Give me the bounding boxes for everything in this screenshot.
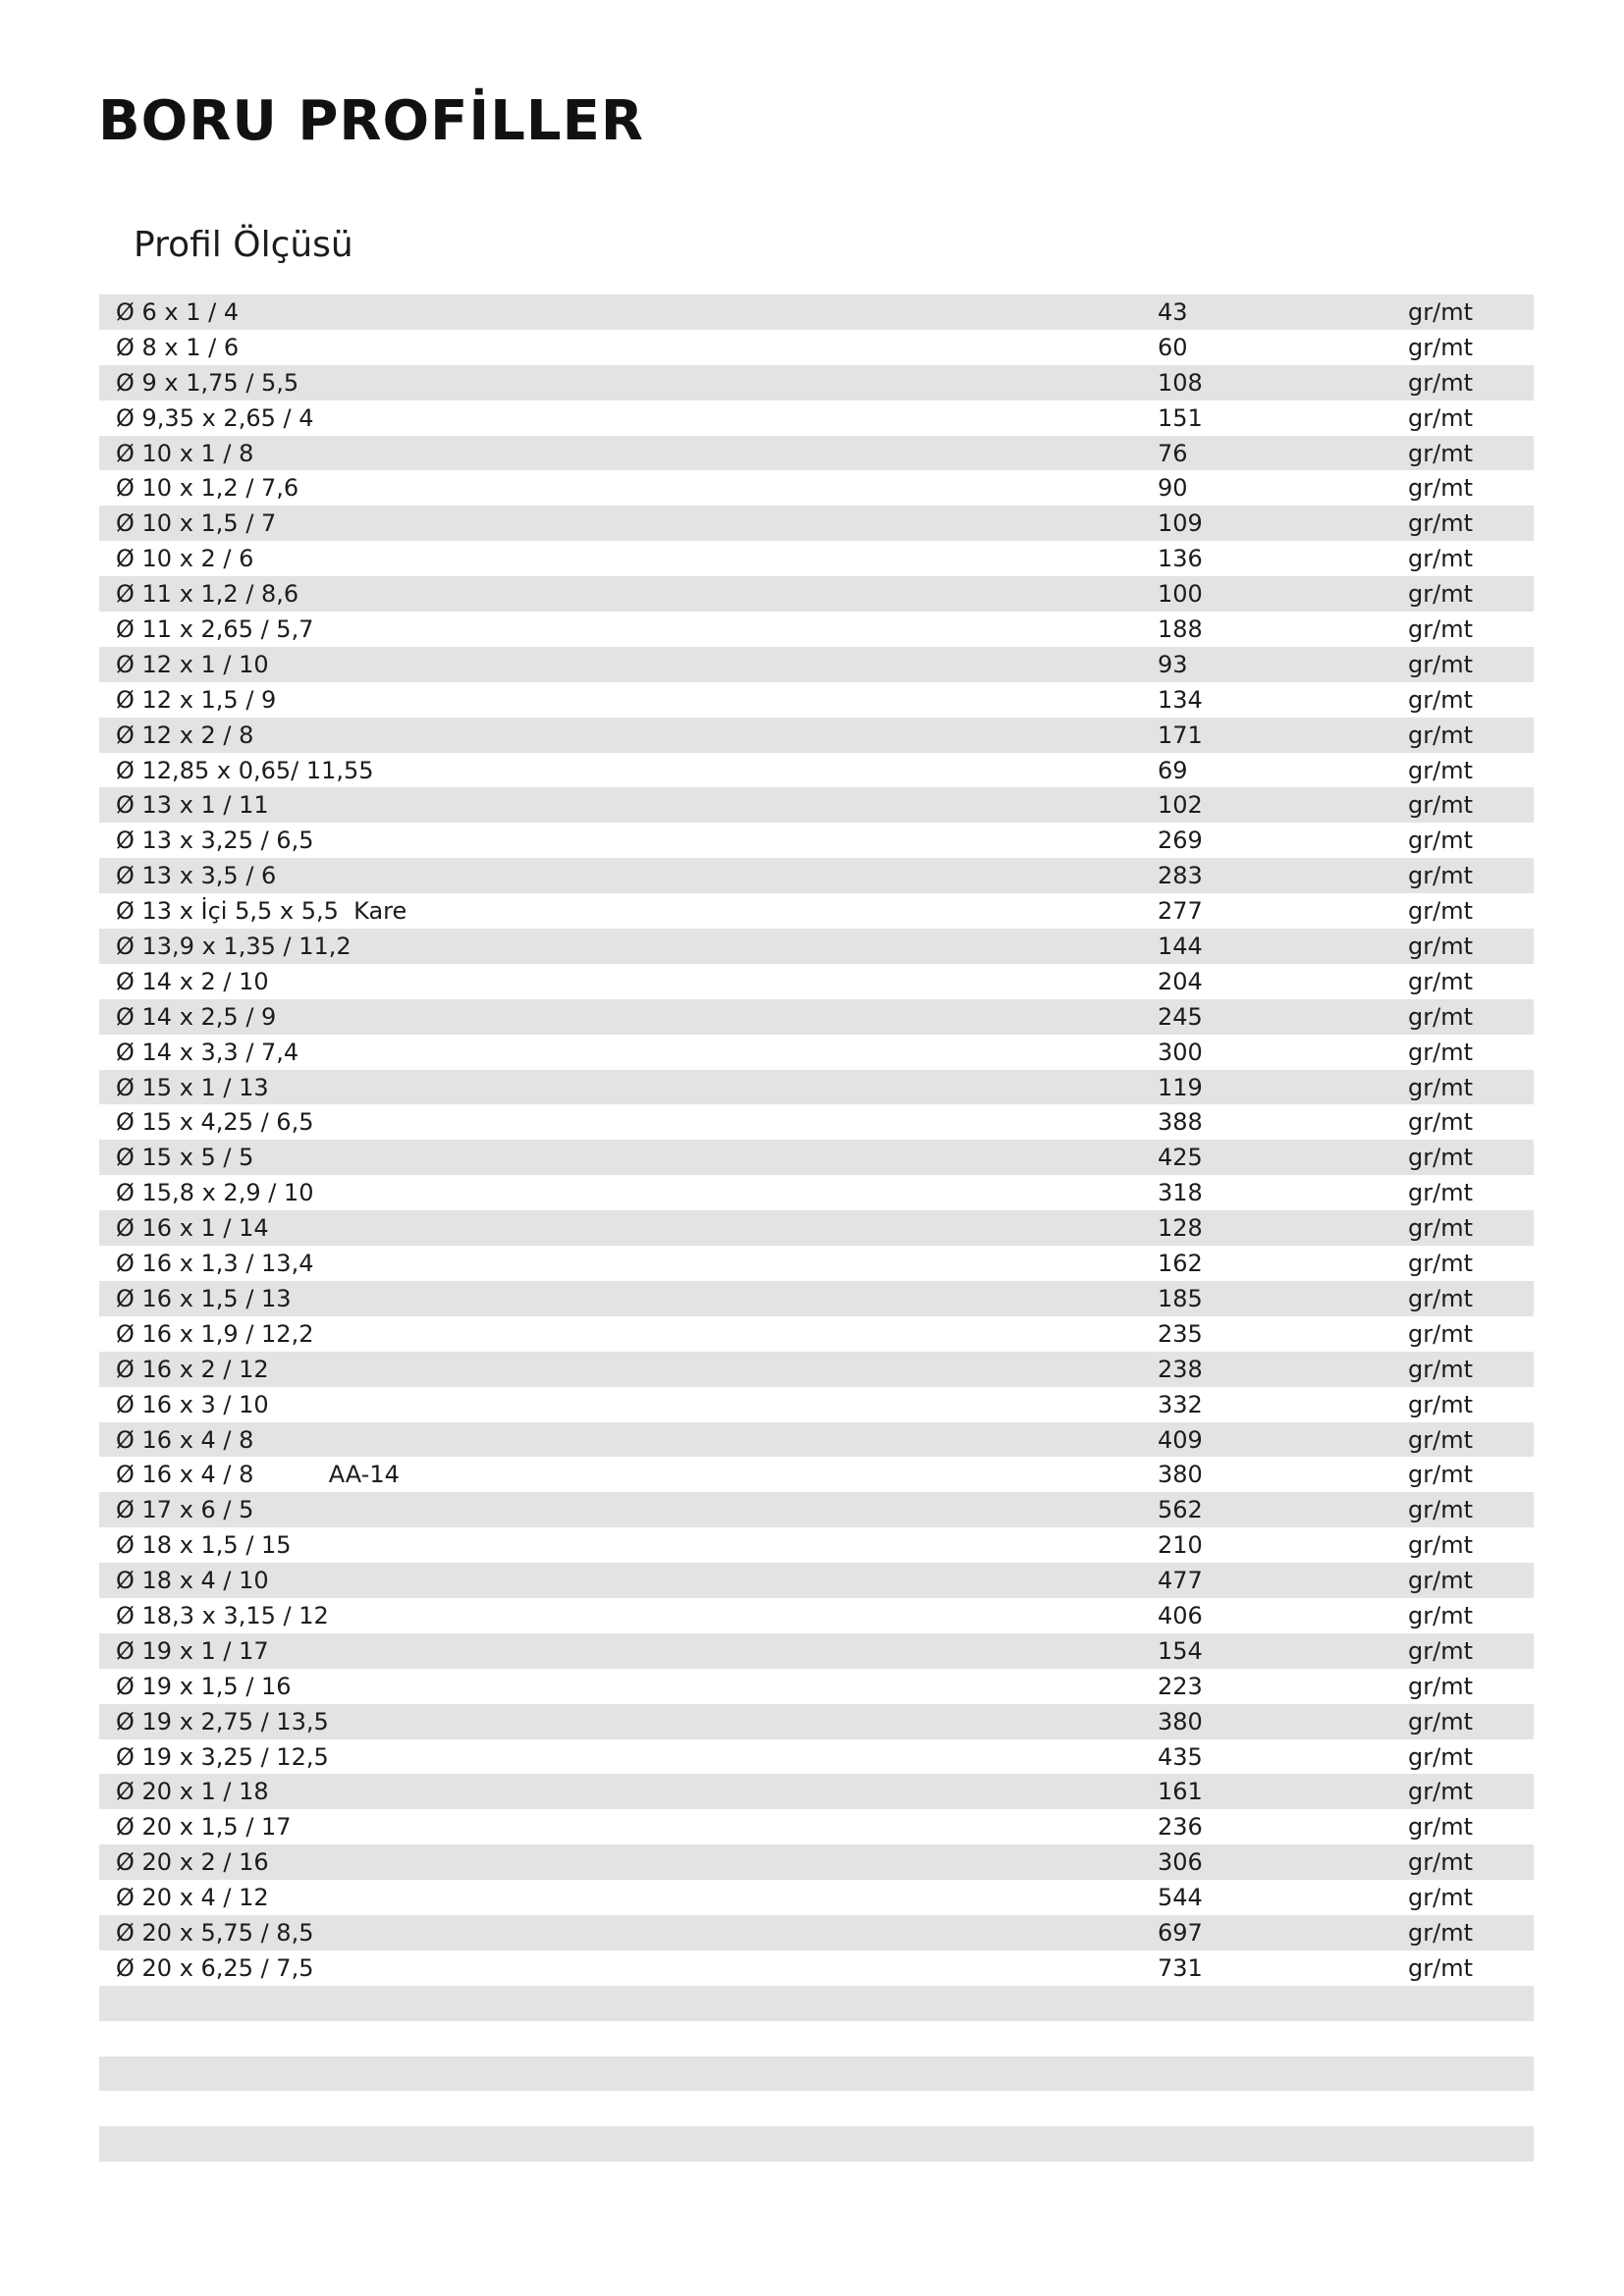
weight-value-cell: 119	[1158, 1073, 1203, 1101]
weight-unit-cell: gr/mt	[1408, 439, 1473, 467]
weight-value-cell: 245	[1158, 1002, 1203, 1031]
weight-value-cell: 238	[1158, 1355, 1203, 1383]
weight-value-cell: 380	[1158, 1707, 1203, 1735]
table-row	[99, 1070, 1534, 1105]
weight-value-cell: 102	[1158, 791, 1203, 820]
weight-unit-cell: gr/mt	[1408, 1179, 1473, 1207]
weight-value-cell: 100	[1158, 580, 1203, 609]
weight-unit-cell: gr/mt	[1408, 1214, 1473, 1243]
weight-unit-cell: gr/mt	[1408, 1496, 1473, 1524]
profile-size-cell: Ø 20 x 6,25 / 7,5	[116, 1953, 314, 1982]
table-row	[99, 1140, 1534, 1175]
table-row	[99, 2091, 1534, 2126]
table-row	[99, 1563, 1534, 1598]
table-row	[99, 1492, 1534, 1527]
weight-unit-cell: gr/mt	[1408, 474, 1473, 503]
weight-unit-cell: gr/mt	[1408, 1953, 1473, 1982]
weight-value-cell: 69	[1158, 756, 1188, 784]
profile-size-cell: Ø 16 x 1,3 / 13,4	[116, 1250, 314, 1278]
table-row	[99, 682, 1534, 718]
weight-unit-cell: gr/mt	[1408, 827, 1473, 855]
table-row	[99, 1950, 1534, 1986]
weight-value-cell: 188	[1158, 615, 1203, 644]
weight-unit-cell: gr/mt	[1408, 509, 1473, 538]
weight-value-cell: 435	[1158, 1742, 1203, 1771]
weight-unit-cell: gr/mt	[1408, 1567, 1473, 1595]
profile-size-cell: Ø 13 x 3,5 / 6	[116, 862, 277, 890]
table-row	[99, 1352, 1534, 1387]
weight-value-cell: 60	[1158, 333, 1188, 361]
weight-unit-cell: gr/mt	[1408, 1848, 1473, 1877]
weight-value-cell: 269	[1158, 827, 1203, 855]
table-row	[99, 1633, 1534, 1669]
table-row	[99, 1175, 1534, 1210]
weight-value-cell: 76	[1158, 439, 1188, 467]
profile-size-cell: Ø 13 x 3,25 / 6,5	[116, 827, 314, 855]
table-row	[99, 506, 1534, 541]
weight-value-cell: 108	[1158, 368, 1203, 397]
profile-size-cell: Ø 18,3 x 3,15 / 12	[116, 1601, 329, 1629]
profile-size-cell: Ø 11 x 2,65 / 5,7	[116, 615, 314, 644]
weight-value-cell: 185	[1158, 1284, 1203, 1312]
weight-unit-cell: gr/mt	[1408, 1425, 1473, 1454]
table-row	[99, 647, 1534, 682]
table-row	[99, 1880, 1534, 1915]
table-row	[99, 1246, 1534, 1281]
weight-unit-cell: gr/mt	[1408, 333, 1473, 361]
weight-unit-cell: gr/mt	[1408, 1355, 1473, 1383]
table-row	[99, 1387, 1534, 1422]
weight-unit-cell: gr/mt	[1408, 1884, 1473, 1912]
profile-size-cell: Ø 12 x 1,5 / 9	[116, 685, 277, 714]
profile-size-cell: Ø 19 x 1,5 / 16	[116, 1672, 292, 1700]
weight-value-cell: 425	[1158, 1144, 1203, 1172]
weight-value-cell: 90	[1158, 474, 1188, 503]
table-row	[99, 964, 1534, 999]
profile-size-cell: Ø 15,8 x 2,9 / 10	[116, 1179, 314, 1207]
weight-value-cell: 283	[1158, 862, 1203, 890]
profile-size-cell: Ø 13 x 1 / 11	[116, 791, 269, 820]
weight-unit-cell: gr/mt	[1408, 580, 1473, 609]
profile-size-cell: Ø 10 x 2 / 6	[116, 545, 254, 573]
weight-unit-cell: gr/mt	[1408, 1778, 1473, 1806]
profile-size-cell: Ø 14 x 2,5 / 9	[116, 1002, 277, 1031]
profile-size-cell: Ø 16 x 4 / 8 AA-14	[116, 1461, 400, 1489]
table-row	[99, 330, 1534, 365]
page-title: BORU PROFİLLER	[98, 89, 644, 153]
weight-value-cell: 697	[1158, 1918, 1203, 1947]
table-row	[99, 294, 1534, 330]
weight-value-cell: 409	[1158, 1425, 1203, 1454]
weight-value-cell: 236	[1158, 1813, 1203, 1842]
profile-size-cell: Ø 14 x 2 / 10	[116, 967, 269, 995]
column-header-profile-size: Profil Ölçüsü	[134, 225, 353, 265]
table-row	[99, 1281, 1534, 1316]
profile-size-cell: Ø 12 x 2 / 8	[116, 721, 254, 749]
weight-unit-cell: gr/mt	[1408, 368, 1473, 397]
profile-size-cell: Ø 16 x 1,5 / 13	[116, 1284, 292, 1312]
table-row	[99, 612, 1534, 647]
weight-value-cell: 300	[1158, 1038, 1203, 1066]
weight-unit-cell: gr/mt	[1408, 1742, 1473, 1771]
profile-size-cell: Ø 11 x 1,2 / 8,6	[116, 580, 299, 609]
profile-size-cell: Ø 20 x 1 / 18	[116, 1778, 269, 1806]
profile-size-cell: Ø 18 x 1,5 / 15	[116, 1531, 292, 1560]
weight-value-cell: 380	[1158, 1461, 1203, 1489]
profile-size-cell: Ø 20 x 1,5 / 17	[116, 1813, 292, 1842]
weight-unit-cell: gr/mt	[1408, 721, 1473, 749]
profile-size-cell: Ø 19 x 3,25 / 12,5	[116, 1742, 329, 1771]
table-row	[99, 365, 1534, 400]
weight-unit-cell: gr/mt	[1408, 967, 1473, 995]
weight-unit-cell: gr/mt	[1408, 650, 1473, 678]
profile-size-cell: Ø 20 x 4 / 12	[116, 1884, 269, 1912]
weight-value-cell: 210	[1158, 1531, 1203, 1560]
weight-value-cell: 731	[1158, 1953, 1203, 1982]
weight-unit-cell: gr/mt	[1408, 1531, 1473, 1560]
weight-unit-cell: gr/mt	[1408, 756, 1473, 784]
profile-size-cell: Ø 9,35 x 2,65 / 4	[116, 403, 314, 432]
weight-value-cell: 128	[1158, 1214, 1203, 1243]
weight-unit-cell: gr/mt	[1408, 298, 1473, 326]
weight-unit-cell: gr/mt	[1408, 1461, 1473, 1489]
profile-size-cell: Ø 16 x 3 / 10	[116, 1390, 269, 1418]
profile-size-cell: Ø 16 x 2 / 12	[116, 1355, 269, 1383]
table-row	[99, 1704, 1534, 1739]
weight-unit-cell: gr/mt	[1408, 1601, 1473, 1629]
weight-value-cell: 154	[1158, 1636, 1203, 1665]
profile-size-cell: Ø 20 x 5,75 / 8,5	[116, 1918, 314, 1947]
weight-unit-cell: gr/mt	[1408, 862, 1473, 890]
table-row	[99, 787, 1534, 823]
weight-unit-cell: gr/mt	[1408, 1672, 1473, 1700]
weight-unit-cell: gr/mt	[1408, 1918, 1473, 1947]
weight-unit-cell: gr/mt	[1408, 1108, 1473, 1137]
table-row	[99, 400, 1534, 436]
weight-value-cell: 235	[1158, 1319, 1203, 1348]
profile-size-cell: Ø 16 x 1,9 / 12,2	[116, 1319, 314, 1348]
table-row	[99, 2021, 1534, 2056]
table-row	[99, 470, 1534, 506]
weight-unit-cell: gr/mt	[1408, 791, 1473, 820]
weight-unit-cell: gr/mt	[1408, 1636, 1473, 1665]
profile-size-cell: Ø 12,85 x 0,65/ 11,55	[116, 756, 374, 784]
table-row	[99, 1915, 1534, 1950]
weight-value-cell: 151	[1158, 403, 1203, 432]
table-row	[99, 1669, 1534, 1704]
weight-value-cell: 562	[1158, 1496, 1203, 1524]
weight-unit-cell: gr/mt	[1408, 1038, 1473, 1066]
table-row	[99, 541, 1534, 576]
weight-value-cell: 134	[1158, 685, 1203, 714]
weight-value-cell: 43	[1158, 298, 1188, 326]
profile-size-cell: Ø 6 x 1 / 4	[116, 298, 240, 326]
table-row	[99, 1527, 1534, 1563]
weight-value-cell: 388	[1158, 1108, 1203, 1137]
table-row	[99, 2056, 1534, 2092]
profile-size-cell: Ø 17 x 6 / 5	[116, 1496, 254, 1524]
weight-unit-cell: gr/mt	[1408, 545, 1473, 573]
table-row	[99, 436, 1534, 471]
profile-table	[99, 294, 1534, 2162]
weight-unit-cell: gr/mt	[1408, 1073, 1473, 1101]
weight-value-cell: 332	[1158, 1390, 1203, 1418]
profile-size-cell: Ø 15 x 1 / 13	[116, 1073, 269, 1101]
weight-unit-cell: gr/mt	[1408, 1002, 1473, 1031]
profile-size-cell: Ø 9 x 1,75 / 5,5	[116, 368, 299, 397]
weight-value-cell: 136	[1158, 545, 1203, 573]
weight-value-cell: 93	[1158, 650, 1188, 678]
weight-unit-cell: gr/mt	[1408, 1250, 1473, 1278]
weight-unit-cell: gr/mt	[1408, 615, 1473, 644]
profile-size-cell: Ø 19 x 2,75 / 13,5	[116, 1707, 329, 1735]
profile-size-cell: Ø 10 x 1,2 / 7,6	[116, 474, 299, 503]
table-row	[99, 929, 1534, 964]
table-row	[99, 1035, 1534, 1070]
weight-unit-cell: gr/mt	[1408, 1390, 1473, 1418]
table-row	[99, 1986, 1534, 2021]
table-row	[99, 1774, 1534, 1809]
weight-value-cell: 406	[1158, 1601, 1203, 1629]
profile-size-cell: Ø 12 x 1 / 10	[116, 650, 269, 678]
weight-value-cell: 318	[1158, 1179, 1203, 1207]
weight-unit-cell: gr/mt	[1408, 685, 1473, 714]
weight-unit-cell: gr/mt	[1408, 1319, 1473, 1348]
weight-unit-cell: gr/mt	[1408, 1707, 1473, 1735]
table-row	[99, 1598, 1534, 1633]
weight-value-cell: 171	[1158, 721, 1203, 749]
table-row	[99, 893, 1534, 929]
profile-size-cell: Ø 18 x 4 / 10	[116, 1567, 269, 1595]
table-row	[99, 999, 1534, 1035]
table-row	[99, 753, 1534, 788]
weight-value-cell: 204	[1158, 967, 1203, 995]
table-row	[99, 823, 1534, 858]
table-row	[99, 1739, 1534, 1775]
weight-value-cell: 306	[1158, 1848, 1203, 1877]
weight-value-cell: 277	[1158, 897, 1203, 926]
profile-size-cell: Ø 20 x 2 / 16	[116, 1848, 269, 1877]
profile-size-cell: Ø 13,9 x 1,35 / 11,2	[116, 933, 352, 961]
weight-value-cell: 544	[1158, 1884, 1203, 1912]
profile-size-cell: Ø 16 x 4 / 8	[116, 1425, 254, 1454]
weight-value-cell: 161	[1158, 1778, 1203, 1806]
profile-size-cell: Ø 19 x 1 / 17	[116, 1636, 269, 1665]
table-row	[99, 1809, 1534, 1844]
weight-value-cell: 144	[1158, 933, 1203, 961]
profile-size-cell: Ø 8 x 1 / 6	[116, 333, 240, 361]
weight-unit-cell: gr/mt	[1408, 897, 1473, 926]
weight-unit-cell: gr/mt	[1408, 1813, 1473, 1842]
table-row	[99, 1422, 1534, 1458]
weight-value-cell: 223	[1158, 1672, 1203, 1700]
table-row	[99, 2126, 1534, 2162]
profile-size-cell: Ø 10 x 1 / 8	[116, 439, 254, 467]
table-row	[99, 1457, 1534, 1492]
table-row	[99, 1844, 1534, 1880]
weight-value-cell: 477	[1158, 1567, 1203, 1595]
table-row	[99, 1104, 1534, 1140]
weight-value-cell: 109	[1158, 509, 1203, 538]
profile-size-cell: Ø 16 x 1 / 14	[116, 1214, 269, 1243]
profile-size-cell: Ø 14 x 3,3 / 7,4	[116, 1038, 299, 1066]
weight-unit-cell: gr/mt	[1408, 1144, 1473, 1172]
profile-size-cell: Ø 15 x 4,25 / 6,5	[116, 1108, 314, 1137]
table-row	[99, 718, 1534, 753]
table-row	[99, 1316, 1534, 1352]
table-row	[99, 1210, 1534, 1246]
profile-size-cell: Ø 13 x İçi 5,5 x 5,5 Kare	[116, 897, 407, 926]
weight-unit-cell: gr/mt	[1408, 403, 1473, 432]
weight-unit-cell: gr/mt	[1408, 1284, 1473, 1312]
table-row	[99, 576, 1534, 612]
profile-size-cell: Ø 15 x 5 / 5	[116, 1144, 254, 1172]
weight-unit-cell: gr/mt	[1408, 933, 1473, 961]
table-row	[99, 858, 1534, 893]
weight-value-cell: 162	[1158, 1250, 1203, 1278]
profile-size-cell: Ø 10 x 1,5 / 7	[116, 509, 277, 538]
